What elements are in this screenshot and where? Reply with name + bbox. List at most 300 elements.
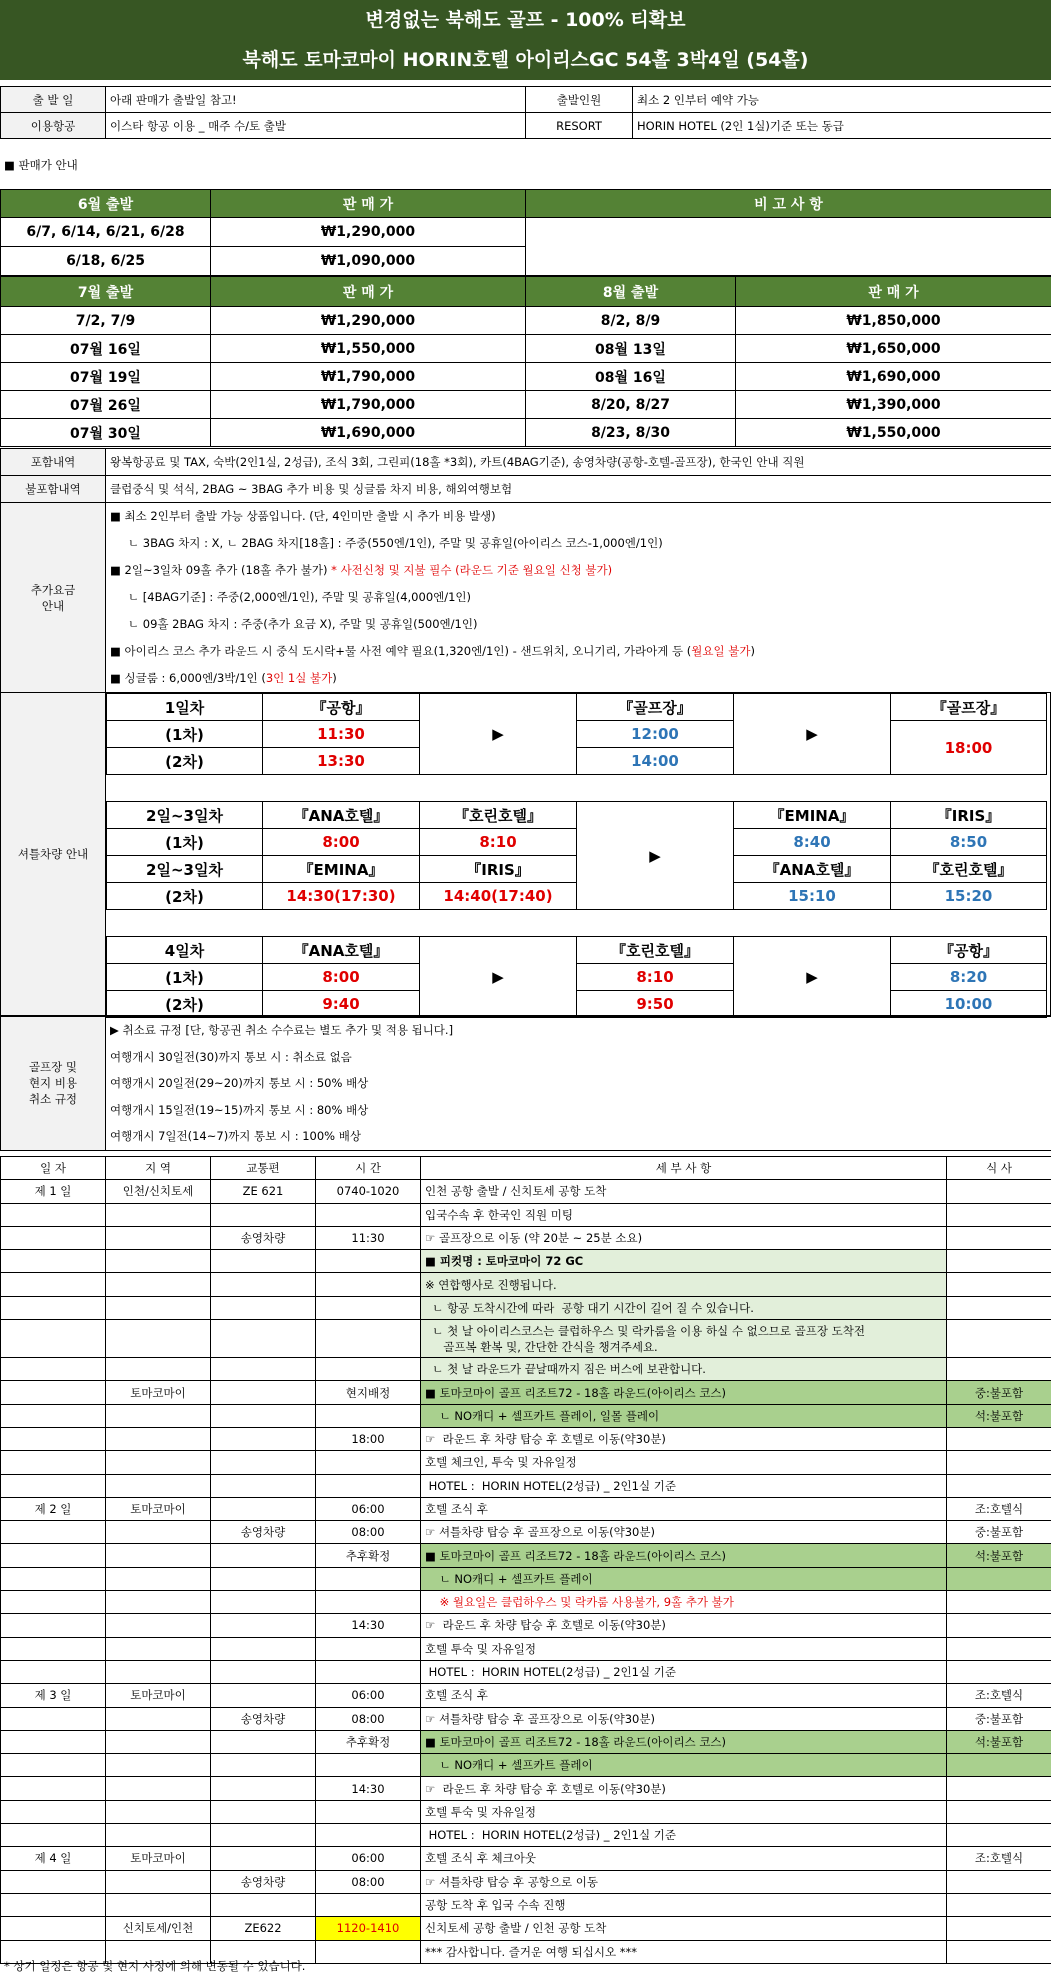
sched-day: 제 2 일 xyxy=(1,1497,106,1520)
sched-detail: ㄴ NO캐디 + 셀프카트 플레이, 일몰 플레이 xyxy=(421,1404,947,1427)
schedule-row xyxy=(1,1800,1051,1823)
sched-time xyxy=(316,1637,421,1660)
sched-transport xyxy=(211,1847,316,1870)
schedule-row xyxy=(1,1730,1051,1753)
extra-text: ) xyxy=(750,644,755,658)
extra-line: ㄴ 3BAG 차지 : X, ㄴ 2BAG 차지[18홀] : 주중(550엔/1인), 주말 및 공휴일(아이리스 코스-1,000엔/1인) xyxy=(128,536,663,550)
shuttle-round: (1차) xyxy=(107,964,263,991)
cancel-line: ▶ 취소료 규정 [단, 항공권 취소 수수료는 별도 추가 및 적용 됩니다.] xyxy=(110,1023,454,1037)
sched-day xyxy=(1,1474,106,1497)
shuttle-time: 13:30 xyxy=(263,748,420,775)
sched-day xyxy=(1,1800,106,1823)
cancel-line: 여행개시 15일전(19~15)까지 통보 시 : 80% 배상 xyxy=(110,1102,369,1117)
sched-time xyxy=(316,1824,421,1847)
extra-label-2: 안내 xyxy=(41,598,65,613)
sched-day: 제 4 일 xyxy=(1,1847,106,1870)
schedule-row xyxy=(1,1296,1051,1319)
sched-meal xyxy=(947,1614,1051,1637)
extra-line: ㄴ 09홀 2BAG 차지 : 주중(추가 요금 X), 주말 및 공휴일(500엔/1인) xyxy=(128,617,478,631)
schedule-row xyxy=(1,1917,1051,1940)
schedule-row xyxy=(1,1847,1051,1870)
july-price: ₩1,690,000 xyxy=(211,419,526,447)
sched-time xyxy=(316,1404,421,1427)
sched-meal xyxy=(947,1320,1051,1358)
sched-detail: *** 감사합니다. 즐거운 여행 되십시오 *** xyxy=(421,1940,947,1963)
sched-detail: ☞ 라운드 후 차량 탑승 후 호텔로 이동(약30분) xyxy=(421,1777,947,1800)
info-detail-table xyxy=(0,448,1051,693)
sched-detail: ■ 피컷명 : 토마코마이 72 GC xyxy=(421,1250,947,1273)
sched-transport xyxy=(211,1684,316,1707)
sched-meal: 중:불포함 xyxy=(947,1521,1051,1544)
footer-note: * 상기 일정은 항공 및 현지 사정에 의해 변동될 수 있습니다. xyxy=(4,1959,306,1973)
sched-time: 추후확정 xyxy=(316,1544,421,1567)
aug-price: ₩1,390,000 xyxy=(736,391,1051,419)
sched-meal xyxy=(947,1940,1051,1963)
sched-meal xyxy=(947,1591,1051,1614)
sched-head-region: 지 역 xyxy=(106,1157,211,1180)
sched-detail: ㄴ 항공 도착시간에 따라 공항 대기 시간이 길어 질 수 있습니다. xyxy=(421,1296,947,1319)
extra-line xyxy=(110,557,1047,584)
sched-region xyxy=(106,1660,211,1683)
sched-time xyxy=(316,1660,421,1683)
remarks-cell xyxy=(526,218,1051,276)
extra-content xyxy=(106,503,1051,693)
sched-time: 14:30 xyxy=(316,1777,421,1800)
airline-value: 이스타 항공 이용 _ 매주 수/토 출발 xyxy=(106,113,526,139)
sched-transport: ZE 621 xyxy=(211,1180,316,1203)
title-line-1: 변경없는 북해도 골프 - 100% 티확보 xyxy=(365,9,686,31)
sched-meal: 석:불포함 xyxy=(947,1730,1051,1753)
july-price-header: 판 매 가 xyxy=(211,277,526,307)
sched-region xyxy=(106,1730,211,1753)
include-label: 포함내역 xyxy=(1,449,106,476)
sched-region xyxy=(106,1777,211,1800)
shuttle-round: (1차) xyxy=(107,829,263,856)
sched-meal xyxy=(947,1180,1051,1203)
shuttle-time: 18:00 xyxy=(891,721,1047,775)
sched-transport xyxy=(211,1660,316,1683)
sched-detail: 호텔 조식 후 xyxy=(421,1684,947,1707)
shuttle-round: (2차) xyxy=(107,748,263,775)
aug-date: 08월 13일 xyxy=(526,335,736,363)
sched-time: 06:00 xyxy=(316,1684,421,1707)
sched-meal: 석:불포함 xyxy=(947,1404,1051,1427)
sched-detail: ☞ 라운드 후 차량 탑승 후 호텔로 이동(약30분) xyxy=(421,1614,947,1637)
shuttle-stop: 『골프장』 xyxy=(577,694,734,721)
shuttle-time: 15:10 xyxy=(734,883,891,910)
arrow-icon: ▶ xyxy=(420,694,577,775)
sched-region xyxy=(106,1226,211,1249)
jul-aug-price-table xyxy=(0,276,1051,447)
schedule-row xyxy=(1,1614,1051,1637)
extra-text: ■ 싱글룸 : 6,000엔/3박/1인 ( xyxy=(110,671,266,685)
shuttle-time: 9:40 xyxy=(263,991,420,1018)
arrow-icon: ▶ xyxy=(734,937,891,1018)
extra-line xyxy=(110,665,1047,692)
shuttle-time: 8:10 xyxy=(577,964,734,991)
sched-region xyxy=(106,1427,211,1450)
shuttle-day: 2일~3일차 xyxy=(107,856,263,883)
sched-meal: 석:불포함 xyxy=(947,1544,1051,1567)
shuttle-stop: 『호린호텔』 xyxy=(420,802,577,829)
sched-region: 신치토세/인천 xyxy=(106,1917,211,1940)
sched-region xyxy=(106,1203,211,1226)
sched-meal xyxy=(947,1777,1051,1800)
aug-price: ₩1,690,000 xyxy=(736,363,1051,391)
sched-time: 현지배정 xyxy=(316,1381,421,1404)
sched-meal xyxy=(947,1296,1051,1319)
sched-detail: ☞ 셔틀차량 탑승 후 골프장으로 이동(약30분) xyxy=(421,1707,947,1730)
sched-meal xyxy=(947,1203,1051,1226)
shuttle-day: 4일차 xyxy=(107,937,263,964)
aug-header: 8월 출발 xyxy=(526,277,736,307)
sched-day xyxy=(1,1567,106,1590)
schedule-row xyxy=(1,1381,1051,1404)
sched-day xyxy=(1,1591,106,1614)
july-date: 07월 19일 xyxy=(1,363,211,391)
sched-day xyxy=(1,1660,106,1683)
schedule-row xyxy=(1,1404,1051,1427)
sched-meal xyxy=(947,1824,1051,1847)
sched-head-meal: 식 사 xyxy=(947,1157,1051,1180)
extra-text: ) xyxy=(332,671,337,685)
sched-detail: ☞ 셔틀차량 탑승 후 공항으로 이동 xyxy=(421,1870,947,1893)
people-value: 최소 2 인부터 예약 가능 xyxy=(633,87,1051,113)
airline-label: 이용항공 xyxy=(1,113,106,139)
shuttle-day23-table xyxy=(106,801,1047,910)
sched-detail: HOTEL : HORIN HOTEL(2성급) _ 2인1실 기준 xyxy=(421,1824,947,1847)
sched-head-transport: 교통편 xyxy=(211,1157,316,1180)
sched-region xyxy=(106,1637,211,1660)
july-date: 7/2, 7/9 xyxy=(1,307,211,335)
schedule-row xyxy=(1,1754,1051,1777)
shuttle-time: 14:00 xyxy=(577,748,734,775)
sched-time xyxy=(316,1320,421,1358)
sched-transport xyxy=(211,1591,316,1614)
sched-day xyxy=(1,1451,106,1474)
sched-meal xyxy=(947,1637,1051,1660)
sched-time: 18:00 xyxy=(316,1427,421,1450)
sched-meal xyxy=(947,1358,1051,1381)
shuttle-time: 8:50 xyxy=(891,829,1047,856)
sched-detail: ☞ 셔틀차량 탑승 후 골프장으로 이동(약30분) xyxy=(421,1521,947,1544)
sched-time xyxy=(316,1273,421,1296)
sched-detail: 호텔 조식 후 xyxy=(421,1497,947,1520)
shuttle-time: 8:40 xyxy=(734,829,891,856)
sched-detail: ☞ 라운드 후 차량 탑승 후 호텔로 이동(약30분) xyxy=(421,1427,947,1450)
extra-text: ■ 아이리스 코스 추가 라운드 시 중식 도시락+물 사전 예약 필요(1,320엔/1인) - 샌드위치, 오니기리, 가라아게 등 ( xyxy=(110,644,692,658)
sched-region xyxy=(106,1893,211,1916)
sched-day xyxy=(1,1870,106,1893)
shuttle-time: 8:00 xyxy=(263,964,420,991)
sched-detail: ㄴ NO캐디 + 셀프카트 플레이 xyxy=(421,1754,947,1777)
shuttle-stop: 『호린호텔』 xyxy=(577,937,734,964)
sched-transport xyxy=(211,1824,316,1847)
july-price: ₩1,550,000 xyxy=(211,335,526,363)
sched-time: 0740-1020 xyxy=(316,1180,421,1203)
sched-region xyxy=(106,1754,211,1777)
shuttle-time: 15:20 xyxy=(891,883,1047,910)
sched-region xyxy=(106,1296,211,1319)
sched-region xyxy=(106,1320,211,1358)
sched-region xyxy=(106,1358,211,1381)
schedule-row xyxy=(1,1203,1051,1226)
shuttle-stop: 『골프장』 xyxy=(891,694,1047,721)
departure-label: 출 발 일 xyxy=(1,87,106,113)
sched-meal xyxy=(947,1893,1051,1916)
sched-time: 11:30 xyxy=(316,1226,421,1249)
sched-meal: 중:불포함 xyxy=(947,1707,1051,1730)
sched-region xyxy=(106,1614,211,1637)
sched-transport xyxy=(211,1296,316,1319)
sched-detail: 호텔 조식 후 체크아웃 xyxy=(421,1847,947,1870)
june-price: ₩1,090,000 xyxy=(211,247,526,276)
sched-time: 추후확정 xyxy=(316,1730,421,1753)
schedule-row xyxy=(1,1824,1051,1847)
sched-day xyxy=(1,1358,106,1381)
people-label: 출발인원 xyxy=(526,87,633,113)
cancel-label-1: 골프장 및 xyxy=(28,1060,78,1075)
cancel-label-3: 취소 규정 xyxy=(28,1092,78,1107)
sched-time xyxy=(316,1940,421,1963)
schedule-row xyxy=(1,1320,1051,1358)
sched-day xyxy=(1,1637,106,1660)
sched-meal xyxy=(947,1870,1051,1893)
extra-label xyxy=(1,503,106,693)
sched-time: 14:30 xyxy=(316,1614,421,1637)
sched-time xyxy=(316,1358,421,1381)
arrow-icon: ▶ xyxy=(420,937,577,1018)
sched-meal xyxy=(947,1250,1051,1273)
sched-region xyxy=(106,1273,211,1296)
schedule-table xyxy=(0,1156,1051,1964)
schedule-row xyxy=(1,1273,1051,1296)
schedule-row xyxy=(1,1893,1051,1916)
schedule-row xyxy=(1,1427,1051,1450)
extra-line: ㄴ [4BAG기준] : 주중(2,000엔/1인), 주말 및 공휴일(4,000엔/1인) xyxy=(128,590,472,604)
sched-meal xyxy=(947,1754,1051,1777)
sched-transport xyxy=(211,1474,316,1497)
aug-price: ₩1,650,000 xyxy=(736,335,1051,363)
july-price: ₩1,790,000 xyxy=(211,363,526,391)
schedule-row xyxy=(1,1567,1051,1590)
sched-transport: ZE622 xyxy=(211,1917,316,1940)
sched-day xyxy=(1,1226,106,1249)
aug-date: 08월 16일 xyxy=(526,363,736,391)
sched-time xyxy=(316,1451,421,1474)
sched-time: 06:00 xyxy=(316,1847,421,1870)
sched-region xyxy=(106,1404,211,1427)
sched-transport xyxy=(211,1893,316,1916)
sched-region xyxy=(106,1544,211,1567)
sched-region xyxy=(106,1870,211,1893)
aug-date: 8/2, 8/9 xyxy=(526,307,736,335)
sched-time: 1120-1410 xyxy=(316,1917,421,1940)
sched-detail: 호텔 투숙 및 자유일정 xyxy=(421,1637,947,1660)
shuttle-time: 8:20 xyxy=(891,964,1047,991)
sched-day xyxy=(1,1707,106,1730)
sched-time xyxy=(316,1754,421,1777)
sched-day xyxy=(1,1381,106,1404)
shuttle-stop: 『공항』 xyxy=(263,694,420,721)
sched-meal xyxy=(947,1567,1051,1590)
schedule-row xyxy=(1,1474,1051,1497)
sched-time xyxy=(316,1203,421,1226)
sched-detail-line: ㄴ 첫 날 아이리스코스는 클럽하우스 및 락카룸을 이용 하실 수 없으므로 골프장 도착전 xyxy=(425,1323,865,1338)
sched-detail xyxy=(421,1320,947,1358)
sched-day xyxy=(1,1320,106,1358)
sched-region xyxy=(106,1474,211,1497)
july-price: ₩1,790,000 xyxy=(211,391,526,419)
sched-day xyxy=(1,1917,106,1940)
sched-transport xyxy=(211,1637,316,1660)
sched-transport xyxy=(211,1203,316,1226)
sched-transport xyxy=(211,1730,316,1753)
shuttle-day: 1일차 xyxy=(107,694,263,721)
sched-region: 토마코마이 xyxy=(106,1684,211,1707)
sched-head-detail: 세 부 사 항 xyxy=(421,1157,947,1180)
cancel-line: 여행개시 7일전(14~7)까지 통보 시 : 100% 배상 xyxy=(110,1129,361,1143)
july-date: 07월 16일 xyxy=(1,335,211,363)
shuttle-stop: 『ANA호텔』 xyxy=(263,937,420,964)
shuttle-round: (1차) xyxy=(107,721,263,748)
shuttle-stop: 『호린호텔』 xyxy=(891,856,1047,883)
shuttle-day: 2일~3일차 xyxy=(107,802,263,829)
aug-price: ₩1,550,000 xyxy=(736,419,1051,447)
sched-detail: ㄴ 첫 날 라운드가 끝날때까지 짐은 버스에 보관합니다. xyxy=(421,1358,947,1381)
shuttle-time: 8:10 xyxy=(420,829,577,856)
sched-time xyxy=(316,1591,421,1614)
sched-detail: ■ 토마코마이 골프 리조트72 - 18홀 라운드(아이리스 코스) xyxy=(421,1381,947,1404)
sched-detail: 신치토세 공항 출발 / 인천 공항 도착 xyxy=(421,1917,947,1940)
sched-time xyxy=(316,1250,421,1273)
schedule-row xyxy=(1,1591,1051,1614)
sched-detail: ■ 토마코마이 골프 리조트72 - 18홀 라운드(아이리스 코스) xyxy=(421,1730,947,1753)
july-date: 07월 30일 xyxy=(1,419,211,447)
aug-price: ₩1,850,000 xyxy=(736,307,1051,335)
sched-detail: 호텔 투숙 및 자유일정 xyxy=(421,1800,947,1823)
july-date: 07월 26일 xyxy=(1,391,211,419)
sched-time xyxy=(316,1296,421,1319)
resort-value: HORIN HOTEL (2인 1실)기준 또는 동급 xyxy=(633,113,1051,139)
sched-region: 토마코마이 xyxy=(106,1381,211,1404)
shuttle-time: 11:30 xyxy=(263,721,420,748)
schedule-row xyxy=(1,1250,1051,1273)
sched-region: 토마코마이 xyxy=(106,1497,211,1520)
sched-day xyxy=(1,1404,106,1427)
shuttle-stop: 『ANA호텔』 xyxy=(263,802,420,829)
extra-text: ■ 2일~3일차 09홀 추가 (18홀 추가 불가) xyxy=(110,563,332,577)
june-date: 6/18, 6/25 xyxy=(1,247,211,276)
info-table xyxy=(0,86,1051,139)
sched-meal xyxy=(947,1474,1051,1497)
june-price: ₩1,290,000 xyxy=(211,218,526,247)
sched-region: 인천/신치토세 xyxy=(106,1180,211,1203)
cancel-content xyxy=(106,1017,1051,1151)
sched-region xyxy=(106,1567,211,1590)
sched-region xyxy=(106,1521,211,1544)
sched-detail: 호텔 체크인, 투숙 및 자유일정 xyxy=(421,1451,947,1474)
shuttle-label: 셔틀차량 안내 xyxy=(0,692,106,1016)
sched-detail: ☞ 골프장으로 이동 (약 20분 ~ 25분 소요) xyxy=(421,1226,947,1249)
sched-transport xyxy=(211,1800,316,1823)
shuttle-time: 14:30(17:30) xyxy=(263,883,420,910)
sched-day: 제 1 일 xyxy=(1,1180,106,1203)
shuttle-day1-table xyxy=(106,693,1047,775)
title-line-2: 북해도 토마코마이 HORIN호텔 아이리스GC 54홀 3박4일 (54홀) xyxy=(242,49,809,71)
sched-time xyxy=(316,1800,421,1823)
sched-detail: 인천 공항 출발 / 신치토세 공항 도착 xyxy=(421,1180,947,1203)
shuttle-round: (2차) xyxy=(107,883,263,910)
shuttle-time: 9:50 xyxy=(577,991,734,1018)
cancel-line: 여행개시 20일전(29~20)까지 통보 시 : 50% 배상 xyxy=(110,1076,369,1090)
sched-transport xyxy=(211,1404,316,1427)
sched-transport: 송영차량 xyxy=(211,1707,316,1730)
departure-value: 아래 판매가 출발일 참고! xyxy=(106,87,526,113)
sched-meal: 조:호텔식 xyxy=(947,1684,1051,1707)
extra-label-1: 추가요금 xyxy=(30,582,76,597)
aug-date: 8/23, 8/30 xyxy=(526,419,736,447)
schedule-row xyxy=(1,1521,1051,1544)
shuttle-round: (2차) xyxy=(107,991,263,1018)
sched-day xyxy=(1,1296,106,1319)
sched-transport xyxy=(211,1497,316,1520)
cancel-line: 여행개시 30일전(30)까지 통보 시 : 취소료 없음 xyxy=(110,1049,352,1064)
resort-label: RESORT xyxy=(526,113,633,139)
sched-detail: 공항 도착 후 입국 수속 진행 xyxy=(421,1893,947,1916)
shuttle-stop: 『EMINA』 xyxy=(263,856,420,883)
sched-region xyxy=(106,1591,211,1614)
sched-meal xyxy=(947,1273,1051,1296)
sched-region xyxy=(106,1250,211,1273)
sched-detail: 입국수속 후 한국인 직원 미팅 xyxy=(421,1203,947,1226)
sched-day xyxy=(1,1754,106,1777)
schedule-row xyxy=(1,1544,1051,1567)
sched-transport: 송영차량 xyxy=(211,1226,316,1249)
sched-day xyxy=(1,1893,106,1916)
shuttle-stop: 『ANA호텔』 xyxy=(734,856,891,883)
sched-detail: ㄴ NO캐디 + 셀프카트 플레이 xyxy=(421,1567,947,1590)
sched-head-time: 시 간 xyxy=(316,1157,421,1180)
sched-day xyxy=(1,1273,106,1296)
schedule-row xyxy=(1,1497,1051,1520)
sched-meal: 조:호텔식 xyxy=(947,1497,1051,1520)
sched-day xyxy=(1,1777,106,1800)
sched-time xyxy=(316,1567,421,1590)
sched-transport xyxy=(211,1614,316,1637)
july-header: 7월 출발 xyxy=(1,277,211,307)
sched-transport xyxy=(211,1381,316,1404)
shuttle-stop: 『IRIS』 xyxy=(420,856,577,883)
sched-meal xyxy=(947,1800,1051,1823)
schedule-row xyxy=(1,1870,1051,1893)
shuttle-day4-table xyxy=(106,936,1047,1018)
sched-transport xyxy=(211,1320,316,1358)
sched-region xyxy=(106,1824,211,1847)
sched-detail: ※ 연합행사로 진행됩니다. xyxy=(421,1273,947,1296)
sched-detail: HOTEL : HORIN HOTEL(2성급) _ 2인1실 기준 xyxy=(421,1660,947,1683)
sched-day xyxy=(1,1824,106,1847)
schedule-row xyxy=(1,1660,1051,1683)
sched-detail: ※ 월요일은 클럽하우스 및 락카룸 사용불가, 9홀 추가 불가 xyxy=(421,1591,947,1614)
extra-warning: 3인 1실 불가 xyxy=(265,671,333,685)
sched-transport xyxy=(211,1754,316,1777)
sched-meal xyxy=(947,1451,1051,1474)
sched-region xyxy=(106,1800,211,1823)
extra-warning: * 사전신청 및 지불 필수 (라운드 기준 월요일 신청 불가) xyxy=(331,563,613,577)
sched-day xyxy=(1,1250,106,1273)
extra-line: ■ 최소 2인부터 출발 가능 상품입니다. (단, 4인미만 출발 시 추가 비용 발생) xyxy=(110,509,496,523)
